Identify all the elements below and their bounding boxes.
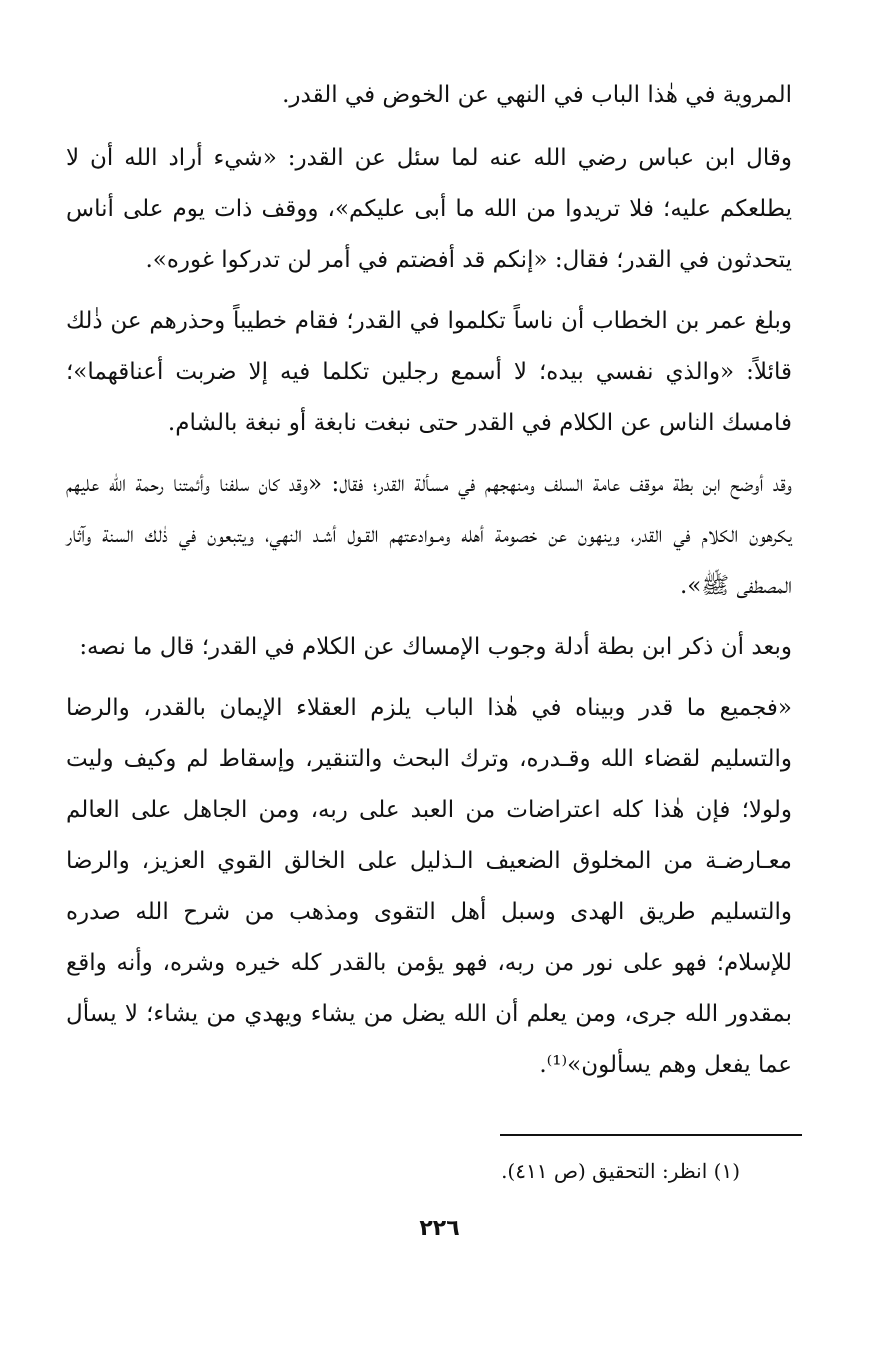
paragraph-ibn-abbas: وقال ابن عباس رضي الله عنه لما سئل عن القدر: «شيء أراد الله أن لا يطلعكم عليه؛ فلا تريدوا من الله ما أبى عليكم»، ووقف ذات يوم على أناس يتحدثون في القدر؛ فقال: «إنكم قد أفضتم في أمر لن تدركوا غوره». bbox=[66, 145, 792, 273]
main-text bbox=[66, 70, 792, 1101]
paragraph-ibn-batta-quote: «فجميع ما قدر وبيناه في هٰذا الباب يلزم العقلاء الإيمان بالقدر، والرضا والتسليم لقضاء الله وقـدره، وترك البحث والتنقير، وإسقاط لم وكيف وليت ولولا؛ فإن هٰذا كله اعتراضات من العبد على ربه، ومن الجاهل على العالم معـارضـة من المخلوق الضعيف الـذليل على الخالق القوي العزيز، والرضا والتسليم طريق الهدى وسبل أهل التقوى ومذهب من شرح الله صدره للإسلام؛ فهو على نور من ربه، فهو يؤمن بالقدر كله خيره وشره، وأنه واقع بمقدور الله جرى، ومن يعلم أن الله يضل من يشاء ويهدي من يشاء؛ لا يسأل عما يفعل وهم يسألون»⁽¹⁾. bbox=[66, 695, 792, 1078]
footnote-divider bbox=[500, 1134, 802, 1136]
paragraph-umar: وبلغ عمر بن الخطاب أن ناساً تكلموا في القدر؛ فقام خطيباً وحذرهم عن ذٰلك قائلاً: «والذي نفسي بيده؛ لا أسمع رجلين تكلما فيه إلا ضربت أعناقهما»؛ فامسك الناس عن الكلام في القدر حتى نبغت نابغة أو نبغة بالشام. bbox=[66, 308, 792, 436]
paragraph-ibn-batta-position: وقد أوضح ابن بطة موقف عامة السلف ومنهجهم في مسألة القدر؛ فقال: «وقد كان سلفنا وأئمتنا رحمة الله عليهم يكرهون الكلام في القدر، وينهون عن خصومة أهله ومـوادعتهم القـول أشـد النهي، ويتبعون في ذٰلك السنة وآثار المصطفى ﷺ». bbox=[66, 471, 792, 599]
paragraph-ibn-batta-intro-quote: وبعد أن ذكر ابن بطة أدلة وجوب الإمساك عن الكلام في القدر؛ قال ما نصه: bbox=[79, 634, 792, 660]
footnote: (١) انظر: التحقيق (ص ٤١١). bbox=[501, 1159, 740, 1183]
page-number: ٢٢٦ bbox=[419, 1216, 460, 1241]
paragraph-intro: المروية في هٰذا الباب في النهي عن الخوض في القدر. bbox=[282, 82, 792, 108]
